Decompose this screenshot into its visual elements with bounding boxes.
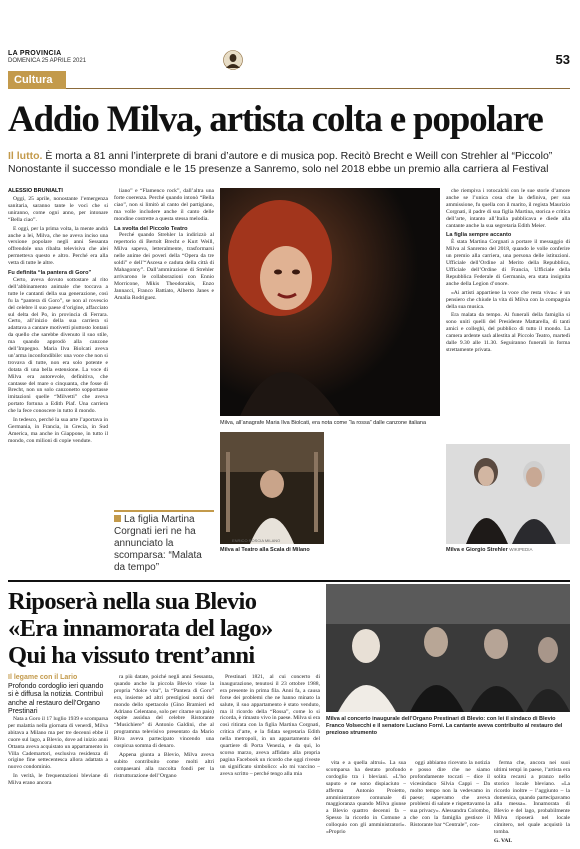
paragraph: ferma che, ancora nei suoi ultimi tempi in paese, l’artista era solita recarsi a pranzo nello storico locale bleviano. «La ricordo inoltre – l’aggiunto – la domenica, quando partecipavamo alla messa». Innamorata di Blevio e del lago, probabilmente Milva riposerà nel locale cimitero, nel quale acquistò la tomba.: [494, 760, 570, 836]
photo-image: [446, 444, 570, 544]
second-column-6: [494, 760, 570, 842]
organ-photo-caption: [326, 716, 570, 737]
issue-date: DOMENICA 25 APRILE 2021: [8, 58, 87, 64]
scala-credit: ENRICO ROSCIA MILANO: [232, 538, 281, 543]
pull-quote-text: La figlia Martina Corgnati ieri ne ha annunciato la scomparsa: “Malata da tempo”: [114, 514, 202, 573]
deck-line-1: È morta a 81 anni l’interprete di brani d’autore e di musica pop. Recitò Brecht e Weill con Strehler al “Piccolo”: [42, 150, 553, 162]
newspaper-name: LA PROVINCIA: [8, 50, 62, 57]
paragraph: È stata Martina Corgnati a portare il messaggio di Milva al Sanremo del 2018, quando le volle conferire un premio alla carriera, una persona delle istituzioni. Ufficiale dell’Ordine al Merito della Repubblica, Ufficiale dell’Ordine di Francia, Ufficiale della Repubblica Federale di Germania, era stata insignita anche della Legion d’onore.: [446, 239, 570, 287]
section-bar: [8, 71, 570, 89]
second-deck: [8, 674, 108, 717]
main-photo-caption: Milva, all’anagrafe Maria Ilva Biolcati, era nota come “la rossa” dalle canzone italiana: [220, 420, 427, 426]
paragraph: In tedesco, perché la sua arte l’aportava in Germania, in Francia, in Grecia, in Sud America, ma anche in Giappone, in tutto il mondo, con milioni di copie vendute.: [8, 417, 108, 444]
second-headline-line-2: «Era innamorata del lago»: [8, 615, 273, 642]
paragraph: Prestinari 1821, al cui concerto di inaugurazione, tenutosi il 23 ottobre 1988, era presente in prima fila. Anni fa, a causa forse dei problemi che ne hanno minato la salute, il suo appartamento è stato venduto, ma il ricordo della “Rossa”, come lo si ricorda, è rimasto vivo in paese. Milva si era così ritirata con la figlia Martina Corgnati, critica d’arte, e la fidata segretaria Edith nella metropoli, in un appartamento del quartiere di Porta Venezia, e da qui, lo scorso marzo, aveva affidato alla propria pagina Facebook un ricordo che oggi riveste un significato simbolico: «Io mi vaccino – aveva scritto – perché tengo alla mia: [220, 674, 320, 777]
pull-quote: [114, 510, 214, 574]
second-deck-text: Profondo cordoglio ieri quando si è diffusa la notizia. Contribuì anche al restauro dell’Organo Prestinari: [8, 682, 104, 716]
paragraph: Oggi, 25 aprile, nonostante l’emergenza sanitaria, saranno tante le voci che si uniranno, come ogni anno, per intonare “Bella ciao”.: [8, 196, 108, 223]
scala-caption-text: Milva al Teatro alla Scala di Milano: [220, 547, 310, 553]
subheading: La svolta del Piccolo Teatro: [114, 225, 188, 232]
paragraph: ra più datate, poiché negli anni Sessanta, quando anche la piccola Blevio visse la propria “dolce vita”, la “Pantera di Goro” era, insieme ad altri prestigiosi nomi del mondo dello spettacolo (Gino Bramieri ed Adriano Celentano, solo per citarne un paio) ospite assidua del celebre Ristorante “Musichiere” di Antonio Galdini, che al programma televisivo presentato da Mario Riva aveva partecipato vincendo una cospicua somma di denaro.: [114, 674, 214, 750]
second-kicker: Il legame con il Lario: [8, 674, 78, 681]
paragraph: che riempiva i rotocalchi con le sue storie d’amore anche se l’unica cosa che la definiva, per sua ammissione, fu quella con il marito, il regista Maurizio Corgnati, il padre di sua figlia Martina, storica e critica dell’arte, intanto all’Italia pubblicava e diede alla cantante anche la sua segretaria Edith Meier.: [446, 188, 570, 229]
photo-image: [220, 188, 440, 416]
article-column-2: [114, 188, 214, 508]
scala-caption: [220, 547, 330, 553]
subheading: La figlia sempre accanto: [446, 232, 512, 239]
deck-kicker: Il lutto.: [8, 150, 43, 162]
paragraph: In verità, le frequentazioni bleviane di Milva erano ancora: [8, 773, 108, 787]
section-divider: [8, 580, 570, 582]
paragraph: liano” e “Flamenco rock”, dall’altra una forte coerenza. Perché quando intonò “Bella ciao”, non si limitò al canto del partigiano, ma volle includere anche il canto delle mondine costrette a questa stessa melodia.: [114, 188, 214, 222]
strehler-credit: WIKIPEDIA: [509, 547, 533, 552]
second-headline: [8, 588, 308, 669]
author-signature: G. VAL: [494, 837, 513, 842]
main-photo-milva: [220, 188, 440, 416]
page-number: 53: [555, 52, 570, 67]
quote-bullet-icon: [114, 515, 121, 522]
main-headline: Addio Milva, artista colta e popolare: [8, 99, 543, 140]
second-column-3: [220, 674, 320, 842]
second-column-1: [8, 716, 108, 842]
strehler-caption-text: Milva e Giorgio Strehler: [446, 547, 508, 553]
photo-strehler: [446, 444, 570, 544]
article-column-1: [8, 196, 108, 560]
paragraph: Appena giunta a Blevio, Milva aveva subito contribuito come molti altri compaesani alla raccolta fondi per la ristrutturazione dell’Organo: [114, 751, 214, 779]
photo-image: [220, 432, 324, 544]
second-headline-line-1: Riposerà nella sua Blevio: [8, 588, 257, 615]
paragraph: Perché quando Strehler la indirizzò al repertorio di Bertolt Brecht e Kurt Weill, Milva sapeva, letteralmente, trasformarsi nelle anime dei poveri della “Opera da tre soldi” e dell’“Ascesa e caduta della città di Mahagonny”. Dall’ammirazione di Strehler arrivarono le collaborazioni con Ennio Morricone, Mikis Theodorakis, Enzo Jannacci, Franco Battiato, Alberto Janes e Amalia Rodriguez.: [114, 232, 214, 301]
byline: ALESSIO BRUNIALTI: [8, 188, 63, 194]
article-column-3: [446, 188, 570, 444]
paragraph: «Ai artisti appartiene la voce che resta viva»: è un pensiero che chiude la vita di Milva con la compagnia della sua musica.: [446, 289, 570, 310]
deck-line-2: Nonostante il successo mondiale e le 15 presenze a Sanremo, solo nel 2018 ebbe un premio alla carriera al Festival: [8, 163, 549, 175]
strehler-caption: [446, 547, 570, 553]
photo-image: [326, 584, 570, 712]
paragraph: oggi abbiamo ricevuto la notizia e posso dire che ne siamo profondamente toccati – dice il vicesindaco Silvia Cappi – Da molto tempo non la vedevamo in paese; sapevamo che aveva problemi di salute e rispettavamo la sua privacy». Alessandra Colombo, che con la famiglia gestisce il Ristorante bar “Centrale”, con-: [410, 760, 490, 829]
portrait-icon: [223, 50, 243, 70]
paragraph: E oggi, per la prima volta, la mente andrà anche a lei, Milva, che ne aveva inciso una versione popolare negli anni Sessanta offrendole una ribalta televisiva che alei permetteva questo e altro. Perché era alla vetta di tutte le altre.: [8, 225, 108, 267]
second-column-5: [410, 760, 490, 842]
organ-caption-text: Milva al concerto inaugurale dell’Organo Prestinari di Blevio: con lei il sindaco di Blevio Franco Volsecchi e il senatore Luciano Forni. La cantante aveva contribuito al restauro del prezioso strumento: [326, 716, 563, 736]
paragraph: vita e a quella altrui». La sua scomparsa ha destato profondo cordoglio tra i bleviani. «L’ho saputo e ne sono dispiaciuto – afferma Antonio Proietto, amministratore comunale di maggioranza quando Milva giunse a Blevio quattro decenni fa – Spesso la ricordo in Comune a colloquio con gli amministratori». «Proprio: [326, 760, 406, 836]
photo-scala: [220, 432, 324, 544]
second-headline-line-3: Qui ha vissuto trent’anni: [8, 642, 255, 669]
section-label: Cultura: [8, 71, 66, 89]
photo-organ-concert: [326, 584, 570, 712]
paragraph: Era malata da tempo. Ai funerali della famiglia si sono uniti quelli del Presidente Mattarella, di tanti amici e colleghi, del pubblico di tutto il mondo. La camera ardente sarà allestita al Piccolo Teatro, martedì dalle 9.30 alle 11.30. Seguiranno funerali in forma strettamente privata.: [446, 312, 570, 353]
second-column-4: [326, 760, 406, 842]
main-deck: [8, 150, 570, 176]
paragraph: Certo, aveva dovuto sottostare al rito dell’abbinamento animale che toccava a tutte le cantanti della sua generazione, così fu la “pantera di Goro”, se non al rovescio del celebre il suo paese d’origine, affacciato sul delta del Po, in provincia di Ferrara. Certo, all’inizio della sua carriera si adattava a cantare motivetti piuttosto lontani da quello che sarebbe divenuto il suo stile, ma quando approdò alla canzone dell’Impegno. Maria Ilva Biolcati aveva un’arma inconfondibile: una voce che non si trovava di tutte, non era solo potente e dotata di una bella estensione. La voce di Milva era autorevole, definitiva, che cantasse del mare o cinquanta, che fosse di Brecht, non un solo canzonetto sopportasse imitazioni quelle “Milvetti” che aveva portato fortuna a Edith Piaf. Una carriera che la fece conoscere in tutto il mondo.: [8, 276, 108, 415]
paragraph: Nata a Goro il 17 luglio 1939 e scomparsa per malattia nella giornata di venerdì, Milva abitava a Milano ma per tre decenni ebbe il cuore sul lago, a Blevio, dove ad inizio anni Ottanta aveva acquistato un appartamento in Villa Cademartori, esclusiva residenza di origine fine settecentesca allora adattata a nuovo condominio.: [8, 716, 108, 771]
second-column-2: [114, 674, 214, 842]
subheading: Fu definita “la pantera di Goro”: [8, 270, 92, 277]
